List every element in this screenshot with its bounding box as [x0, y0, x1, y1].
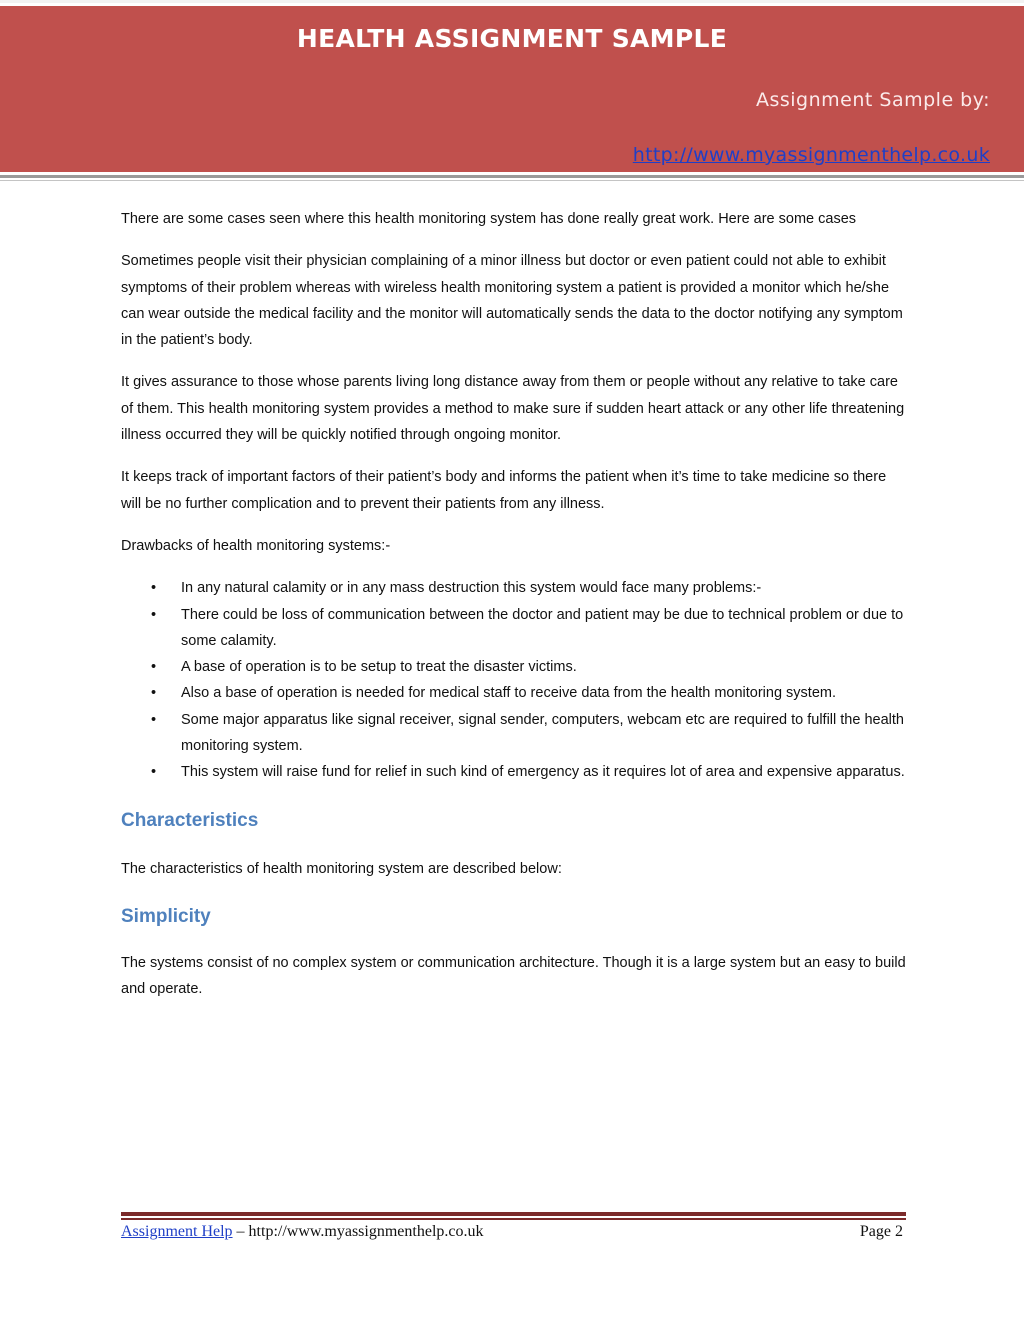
paragraph-assurance: It gives assurance to those whose parents living long distance away from them or people without any relative to take care of them. This health monitoring system provides a method to make sure if sudden heart attack or any other life threatening illness occurred they will be quickly notified through ongoing monitor. [121, 374, 905, 444]
header-divider [0, 175, 1024, 178]
header-website-link[interactable]: http://www.myassignmenthelp.co.uk [632, 144, 990, 166]
page-number: Page 2 [859, 1223, 903, 1240]
bullet-icon: • [151, 659, 157, 676]
drawbacks-list [121, 575, 906, 785]
list-item-text: There could be loss of communication between the doctor and patient may be due to technical problem or due to some calamity. [181, 606, 904, 649]
header-divider-thin [0, 180, 1024, 181]
bullet-icon: • [151, 580, 157, 597]
footer-left [121, 1222, 483, 1242]
bullet-icon: • [151, 685, 157, 702]
list-item [121, 602, 906, 655]
paragraph-simplicity: The systems consist of no complex system or communication architecture. Though it is a large system but an easy to build and operate. [121, 954, 906, 998]
footer-url-text: – http://www.myassignmenthelp.co.uk [232, 1223, 484, 1240]
paragraph-physician: Sometimes people visit their physician complaining of a minor illness but doctor or even patient could not able to exhibit symptoms of their problem whereas with wireless health monitoring system a patient is provided a monitor which he/she can wear outside the medical facility and the monitor will automatically sends the data to the doctor notifying any symptom in the patient’s body. [121, 253, 903, 349]
paragraph-tracking: It keeps track of important factors of their patient’s body and informs the patient when it’s time to take medicine so there will be no further complication and to prevent their patients from any illness. [121, 469, 887, 512]
list-item [121, 707, 906, 760]
heading-simplicity: Simplicity [121, 905, 211, 927]
bullet-icon: • [151, 764, 157, 781]
footer-divider [121, 1212, 906, 1216]
footer-divider-thin [121, 1218, 906, 1220]
list-item [121, 575, 906, 601]
top-edge-line [0, 0, 1024, 3]
bullet-icon: • [151, 606, 157, 623]
list-item-text: In any natural calamity or in any mass destruction this system would face many problems:- [181, 580, 762, 597]
paragraph-drawbacks-intro: Drawbacks of health monitoring systems:- [121, 537, 391, 554]
bullet-icon: • [151, 711, 157, 728]
heading-characteristics: Characteristics [121, 809, 259, 831]
footer-assignment-help-link[interactable]: Assignment Help [121, 1223, 233, 1240]
list-item [121, 759, 906, 785]
header-byline: Assignment Sample by: [755, 89, 990, 111]
paragraph-characteristics: The characteristics of health monitoring system are described below: [121, 860, 562, 877]
list-item-text: Also a base of operation is needed for medical staff to receive data from the health monitoring system. [181, 685, 837, 702]
list-item [121, 680, 906, 706]
list-item-text: A base of operation is to be setup to treat the disaster victims. [181, 659, 577, 676]
paragraph-intro: There are some cases seen where this health monitoring system has done really great work. Here are some cases [121, 211, 857, 227]
list-item-text: Some major apparatus like signal receiver, signal sender, computers, webcam etc are required to fulfill the health monitoring system. [181, 711, 904, 755]
document-title: HEALTH ASSIGNMENT SAMPLE [296, 24, 728, 53]
list-item-text: This system will raise fund for relief in such kind of emergency as it requires lot of area and expensive apparatus. [181, 764, 905, 781]
page-content [121, 206, 906, 1019]
list-item [121, 654, 906, 680]
